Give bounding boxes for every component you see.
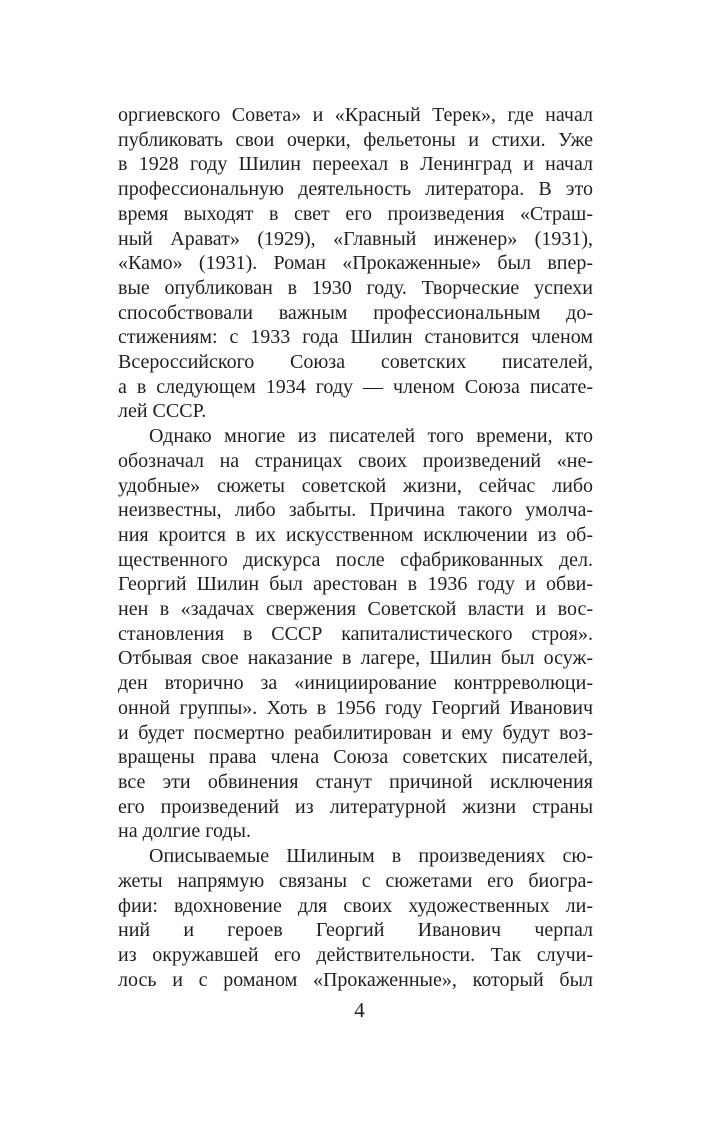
page-text — [118, 103, 593, 992]
paragraph — [118, 103, 593, 424]
text-line: и будет посмертно реабилитирован и ему будут воз- — [118, 721, 593, 744]
text-line: в 1928 году Шилин переехал в Ленинград и начал — [118, 153, 593, 176]
text-line: ния кроится в их искусственном исключении из об- — [118, 523, 593, 546]
text-line: обозначал на страницах своих произведений «не- — [118, 449, 593, 472]
text-line: фии: вдохновение для своих художественных ли- — [118, 894, 593, 917]
text-line: жеты напрямую связаны с сюжетами его биогра- — [118, 869, 593, 892]
text-line: ний и героев Георгий Иванович черпал — [118, 919, 593, 942]
text-line: Описываемые Шилиным в произведениях сю- — [149, 845, 593, 868]
page-footer — [122, 998, 597, 1023]
text-line: Отбывая свое наказание в лагере, Шилин был осуж- — [118, 647, 593, 670]
text-line: его произведений из литературной жизни страны — [118, 795, 593, 818]
text-line: «Камо» (1931). Роман «Прокаженные» был впер- — [118, 252, 593, 275]
paragraph — [118, 424, 593, 844]
text-line: на долгие годы. — [118, 820, 251, 843]
text-line: ный Арават» (1929), «Главный инженер» (1931), — [118, 227, 593, 250]
text-line: лось и с романом «Прокаженные», который был — [118, 968, 593, 991]
text-line: неизвестны, либо забыты. Причина такого умолча- — [118, 499, 593, 522]
text-line: онной группы». Хоть в 1956 году Георгий Иванович — [118, 696, 593, 719]
text-line: вые опубликован в 1930 году. Творческие успехи — [118, 276, 593, 299]
text-line: удобные» сюжеты советской жизни, сейчас либо — [118, 474, 593, 497]
text-line: стижениям: с 1933 года Шилин становится членом — [118, 326, 593, 349]
text-line: оргиевского Совета» и «Красный Терек», где начал — [118, 104, 593, 126]
text-line: время выходят в свет его произведения «Страш- — [118, 202, 593, 225]
text-line: щественного дискурса после сфабрикованных дел. — [118, 548, 593, 571]
page-number: 4 — [354, 998, 365, 1022]
text-line: способствовали важным профессиональным до- — [118, 301, 593, 324]
text-line: Всероссийского Союза советских писателей, — [118, 351, 593, 374]
text-line: Георгий Шилин был арестован в 1936 году и обви- — [118, 573, 593, 596]
text-line: профессиональную деятельность литератора. В это — [118, 178, 593, 201]
text-line: из окружавшей его действительности. Так случи- — [118, 943, 593, 966]
text-line: публиковать свои очерки, фельетоны и стихи. Уже — [118, 128, 593, 151]
text-line: все эти обвинения станут причиной исключения — [118, 770, 593, 793]
text-line: Однако многие из писателей того времени, кто — [149, 425, 593, 448]
text-line: вращены права члена Союза советских писателей, — [118, 746, 593, 769]
text-line: ден вторично за «инициирование контрреволюци- — [118, 672, 593, 695]
text-line: а в следующем 1934 году — членом Союза писате- — [118, 375, 593, 398]
text-line: нен в «задачах свержения Советской власти и вос- — [118, 598, 593, 621]
text-line: лей СССР. — [118, 400, 207, 423]
paragraph — [118, 844, 593, 992]
text-line: становления в СССР капиталистического строя». — [118, 622, 593, 645]
